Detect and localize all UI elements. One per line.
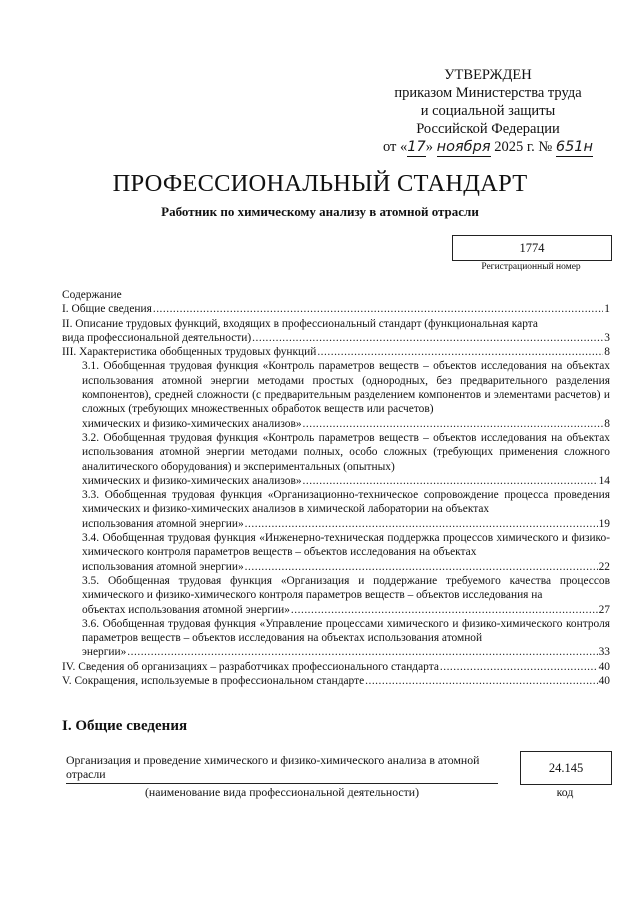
approval-number: 651н: [555, 139, 593, 155]
activity-name-caption: (наименование вида профессиональной деятельности): [144, 785, 420, 799]
registration-number-box: 1774: [452, 235, 612, 261]
page-subtitle: Работник по химическому анализу в атомной отрасли: [161, 204, 479, 219]
toc-heading: Содержание: [62, 289, 122, 301]
section-heading: I. Общие сведения: [62, 718, 188, 734]
approval-line: Российской Федерации: [416, 121, 560, 137]
toc-page-number: 3: [604, 331, 610, 344]
toc-page-number: 8: [604, 417, 610, 430]
toc-entry[interactable]: III. Характеристика обобщенных трудовых функций ..... 8: [62, 345, 610, 359]
approval-line: и социальной защиты: [420, 103, 556, 119]
toc-page-number: 33: [598, 646, 610, 659]
toc-entry[interactable]: 3.1. Обобщенная трудовая функция «Контроль параметров веществ – объектов исследования на объектах использования атомной энергии методами простых (однородных, без предварительного разделения компонентов), средней сложности (с предварительным разделением компонентов и элементами расчетов) и сложных (требующих множественных обработок веществ или расчетов) химических и физико-химических анализов» ..... 8: [62, 359, 610, 430]
toc-page-number: 40: [598, 675, 610, 688]
approval-line: приказом Министерства труда: [394, 85, 582, 101]
toc-page-number: 40: [598, 660, 610, 673]
toc-page-number: 27: [598, 603, 610, 616]
registration-number-label: Регистрационный номер: [481, 262, 581, 272]
toc-entry[interactable]: 3.2. Обобщенная трудовая функция «Контроль параметров веществ – объектов исследования на объектах использования атомной энергии методами полных, особо сложных (требующих применения сложного аналитического оборудования) и экспериментальных (опытных) химических и физико-химических анализов» ..... 14: [62, 431, 610, 488]
activity-name: Организация и проведение химического и физико-химического анализа в атомной отрасли: [66, 753, 498, 784]
page-title: ПРОФЕССИОНАЛЬНЫЙ СТАНДАРТ: [112, 170, 528, 197]
approval-date: от «17» ноября 2025 г. № 651н: [383, 139, 593, 155]
table-of-contents: [62, 288, 610, 688]
toc-entry[interactable]: 3.6. Обобщенная трудовая функция «Управление процессами химического и физико-химического контроля параметров веществ – объектов исследования на объектах использования атомной энергии» ..... 33: [62, 617, 610, 660]
toc-page-number: 1: [604, 303, 610, 316]
toc-entry[interactable]: 3.5. Обобщенная трудовая функция «Организация и поддержание требуемого качества процессов химического и физико-химического контроля параметров веществ – объектов исследования на объектах использования атомной энергии» ..... 27: [62, 574, 610, 617]
toc-page-number: 8: [604, 346, 610, 359]
approval-month: ноября: [436, 139, 491, 155]
activity-code-caption: код: [556, 785, 574, 799]
toc-entry[interactable]: IV. Сведения об организациях – разработчиках профессионального стандарта ..... 40: [62, 660, 610, 674]
toc-entry[interactable]: V. Сокращения, используемые в профессиональном стандарте ..... 40: [62, 674, 610, 688]
toc-entry[interactable]: I. Общие сведения ..... 1: [62, 302, 610, 316]
approval-block: [368, 66, 608, 157]
toc-page-number: 14: [598, 474, 610, 487]
approval-heading: УТВЕРЖДЕН: [444, 67, 532, 83]
toc-page-number: 22: [598, 560, 610, 573]
toc-page-number: 19: [598, 517, 610, 530]
toc-entry[interactable]: 3.4. Обобщенная трудовая функция «Инженерно-техническая поддержка процессов химического и физико-химического контроля параметров веществ – объектов исследования на объектах использования атомной энергии» ..... 22: [62, 531, 610, 574]
toc-entry[interactable]: 3.3. Обобщенная трудовая функция «Организационно-техническое сопровождение процесса проведения химических и физико-химических анализов в химической лаборатории на объектах использования атомной энергии» ..... 19: [62, 488, 610, 531]
activity-code-box: 24.145: [520, 751, 612, 785]
toc-entry[interactable]: II. Описание трудовых функций, входящих в профессиональный стандарт (функциональная карта вида профессиональной деятельности) ..... 3: [62, 317, 610, 346]
approval-day: 17: [407, 139, 426, 155]
